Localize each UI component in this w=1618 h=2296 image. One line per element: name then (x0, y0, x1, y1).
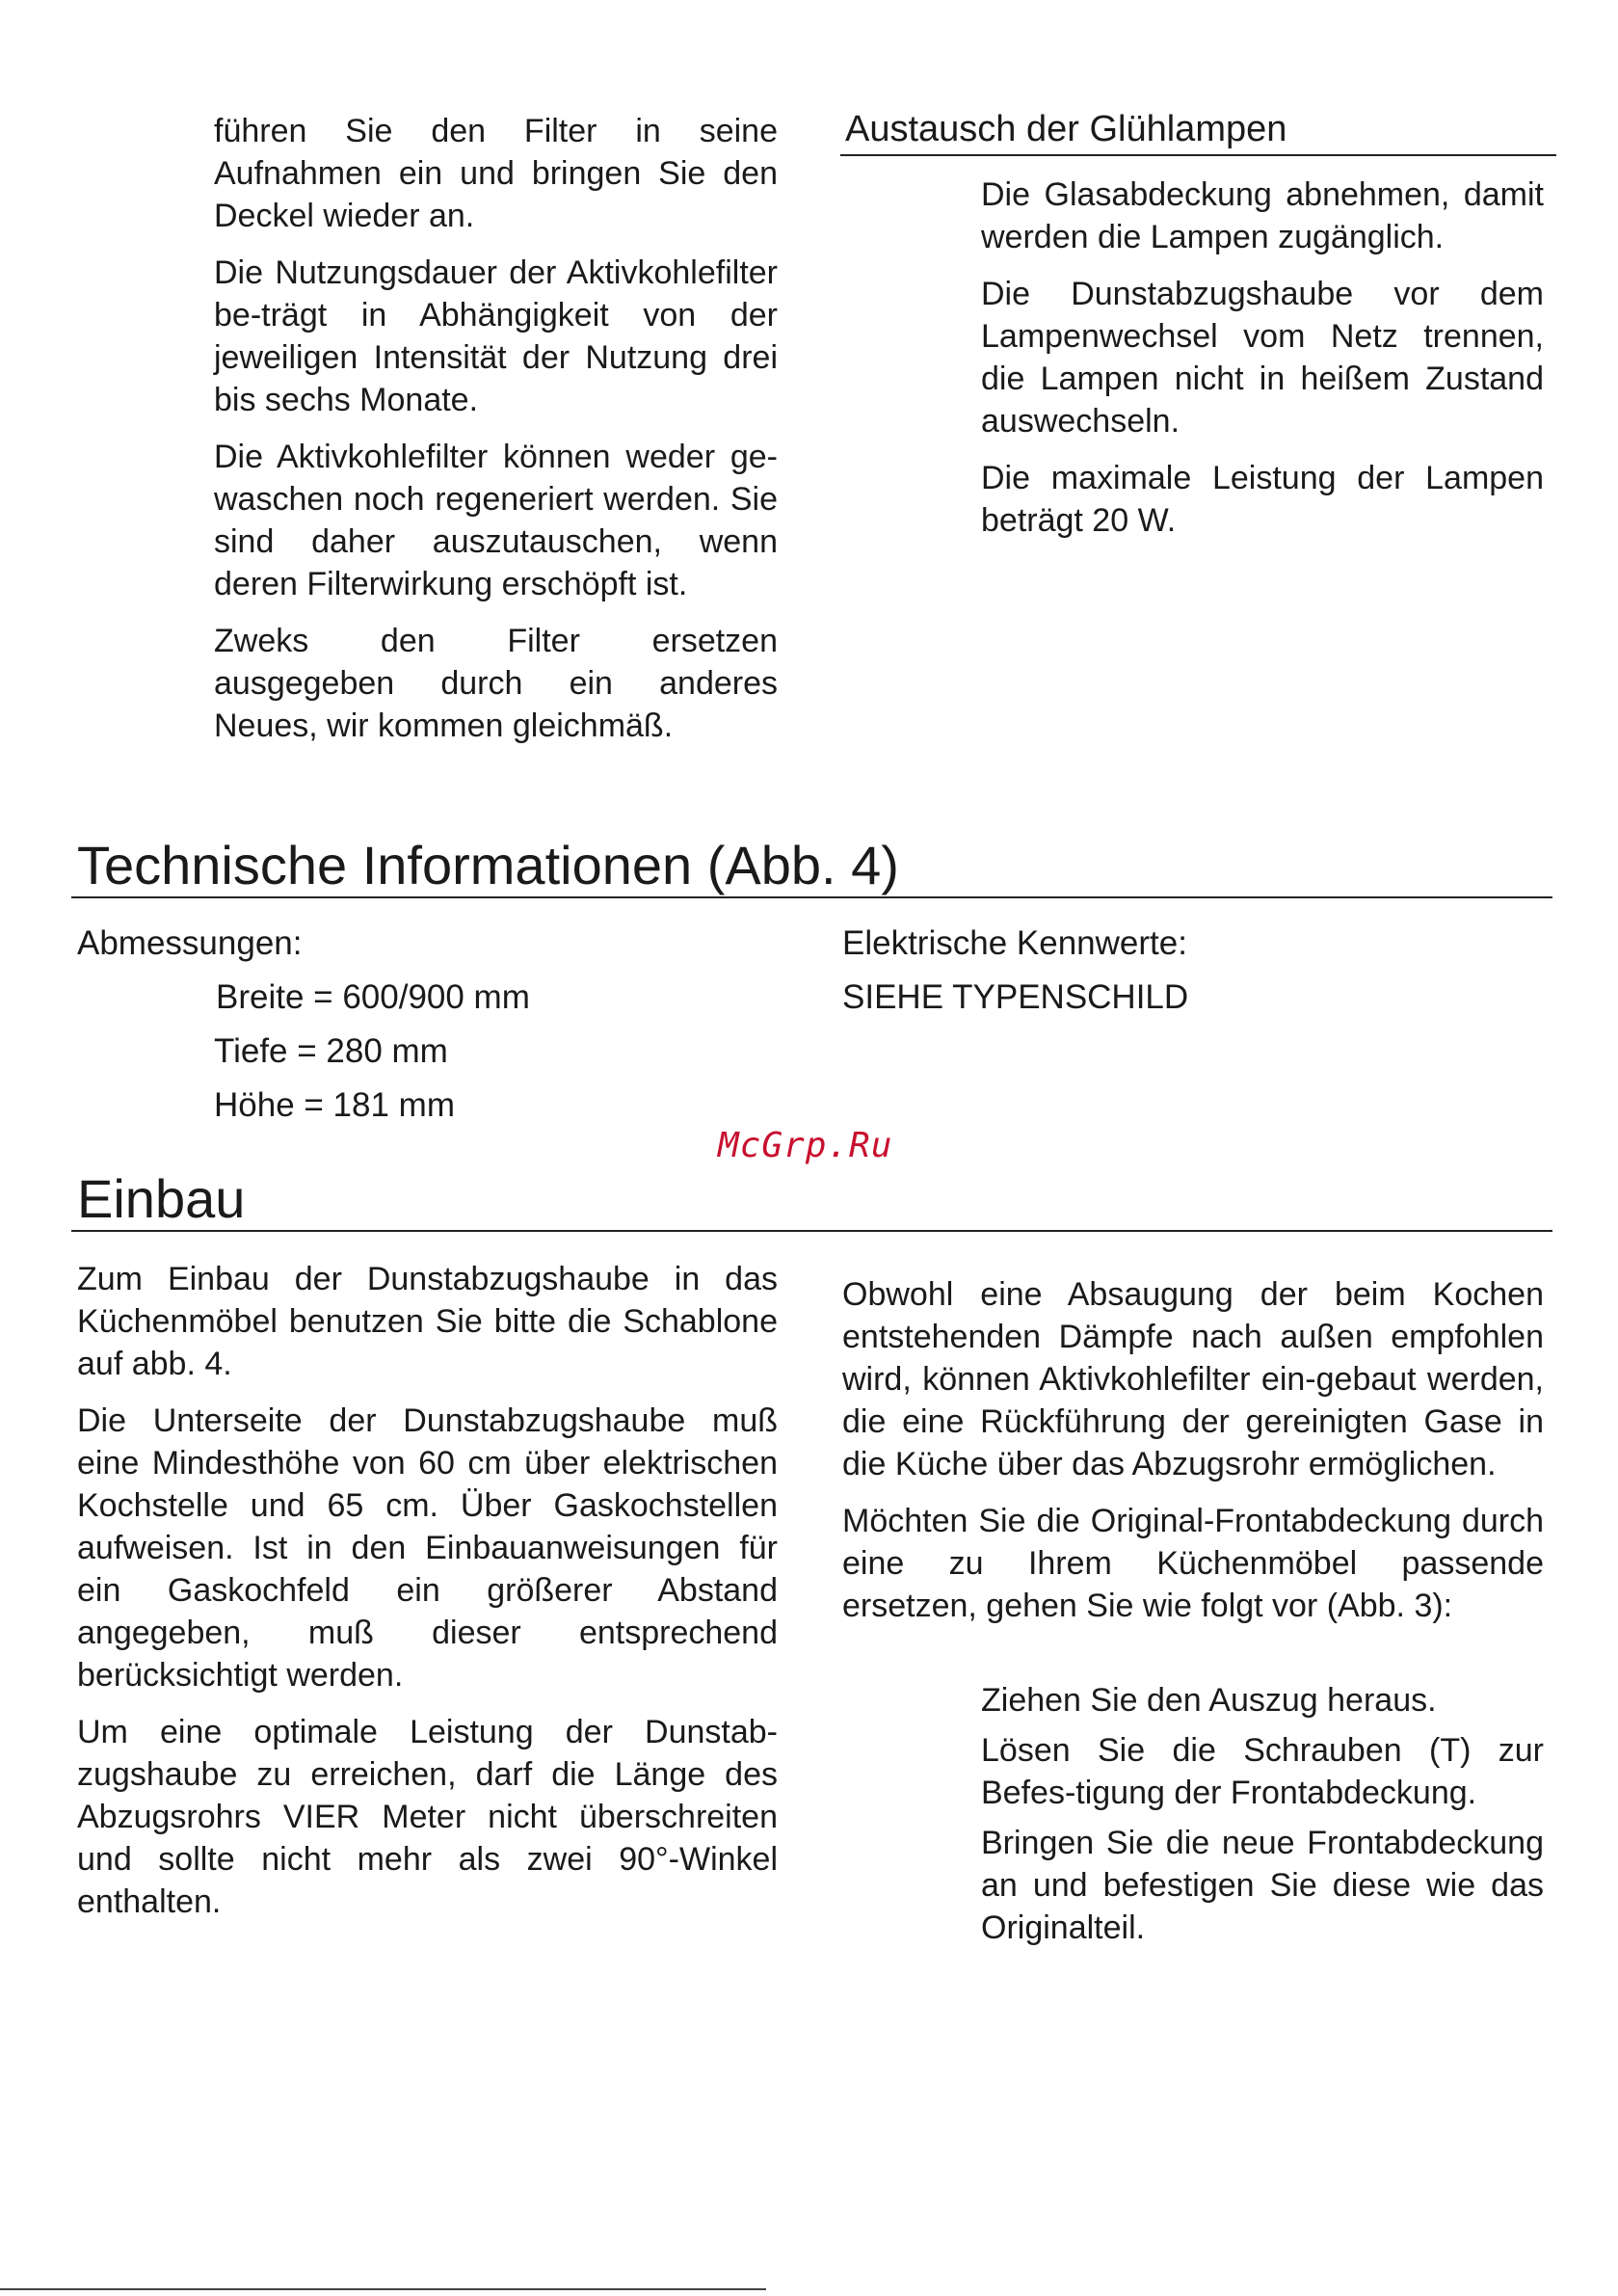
paragraph: Um eine optimale Leistung der Dunstab-zugshaube zu erreichen, darf die Länge des Abzugsrohrs VIER Meter nicht überschreiten und sollte nicht mehr als zwei 90°-Winkel enthalten. (77, 1714, 778, 1920)
paragraph: Obwohl eine Absaugung der beim Kochen entstehenden Dämpfe nach außen empfohlen wird, können Aktivkohlefilter ein-gebaut werden, die eine Rückführung der gereinigten Gase in die Küche über das Abzugsrohr ermöglichen. (842, 1276, 1544, 1482)
lamp-section-body (981, 174, 1544, 556)
paragraph: führen Sie den Filter in seine Aufnahmen ein und bringen Sie den Deckel wieder an. (214, 113, 778, 234)
list-item: Lösen Sie die Schrauben (T) zur Befes-tigung der Frontabdeckung. (981, 1732, 1544, 1811)
electrical-value: SIEHE TYPENSCHILD (842, 978, 1189, 1016)
dimension-width: Breite = 600/900 mm (216, 978, 530, 1016)
paragraph: Die Glasabdeckung abnehmen, damit werden die Lampen zugänglich. (981, 176, 1544, 255)
paragraph: Die Dunstabzugshaube vor dem Lampenwechsel vom Netz trennen, die Lampen nicht in heißem Zustand auswechseln. (981, 276, 1544, 440)
einbau-heading: Einbau (71, 1168, 1552, 1232)
paragraph: Die Aktivkohlefilter können weder ge-waschen noch regeneriert werden. Sie sind daher auszutauschen, wenn deren Filterwirkung erschöpft ist. (214, 439, 778, 602)
dimension-height: Höhe = 181 mm (214, 1086, 455, 1124)
einbau-left-column (77, 1258, 778, 1937)
einbau-right-column (842, 1273, 1544, 1642)
electrical-label: Elektrische Kennwerte: (842, 924, 1187, 962)
paragraph: Die Unterseite der Dunstabzugshaube muß eine Mindesthöhe von 60 cm über elektrischen Kochstelle und 65 cm. Über Gaskochstellen aufweisen. Ist in den Einbauanweisungen für ein Gaskochfeld ein größerer Abstand angegeben, muß dieser entsprechend berücksichtigt werden. (77, 1402, 778, 1694)
tech-section-heading: Technische Informationen (Abb. 4) (71, 835, 1552, 898)
lamp-section-heading: Austausch der Glühlampen (840, 106, 1556, 156)
paragraph: Möchten Sie die Original-Frontabdeckung durch eine zu Ihrem Küchenmöbel passende ersetzen, gehen Sie wie folgt vor (Abb. 3): (842, 1503, 1544, 1624)
dimensions-label: Abmessungen: (77, 924, 303, 962)
list-item: Ziehen Sie den Auszug heraus. (981, 1682, 1437, 1719)
paragraph: Zweks den Filter ersetzen ausgegeben durch ein anderes Neues, wir kommen gleichmäß. (214, 623, 778, 744)
watermark: McGrp.Ru (718, 1126, 893, 1165)
footer-rule (0, 2288, 766, 2290)
left-top-column (214, 110, 778, 761)
paragraph: Die Nutzungsdauer der Aktivkohlefilter be-trägt in Abhängigkeit von der jeweiligen Intensität der Nutzung drei bis sechs Monate. (214, 254, 778, 418)
paragraph: Die maximale Leistung der Lampen beträgt 20 W. (981, 460, 1544, 539)
dimension-depth: Tiefe = 280 mm (214, 1032, 448, 1070)
paragraph: Zum Einbau der Dunstabzugshaube in das Küchenmöbel benutzen Sie bitte die Schablone auf abb. 4. (77, 1261, 778, 1382)
einbau-steps (981, 1679, 1544, 1963)
list-item: Bringen Sie die neue Frontabdeckung an und befestigen Sie diese wie das Originalteil. (981, 1825, 1544, 1946)
